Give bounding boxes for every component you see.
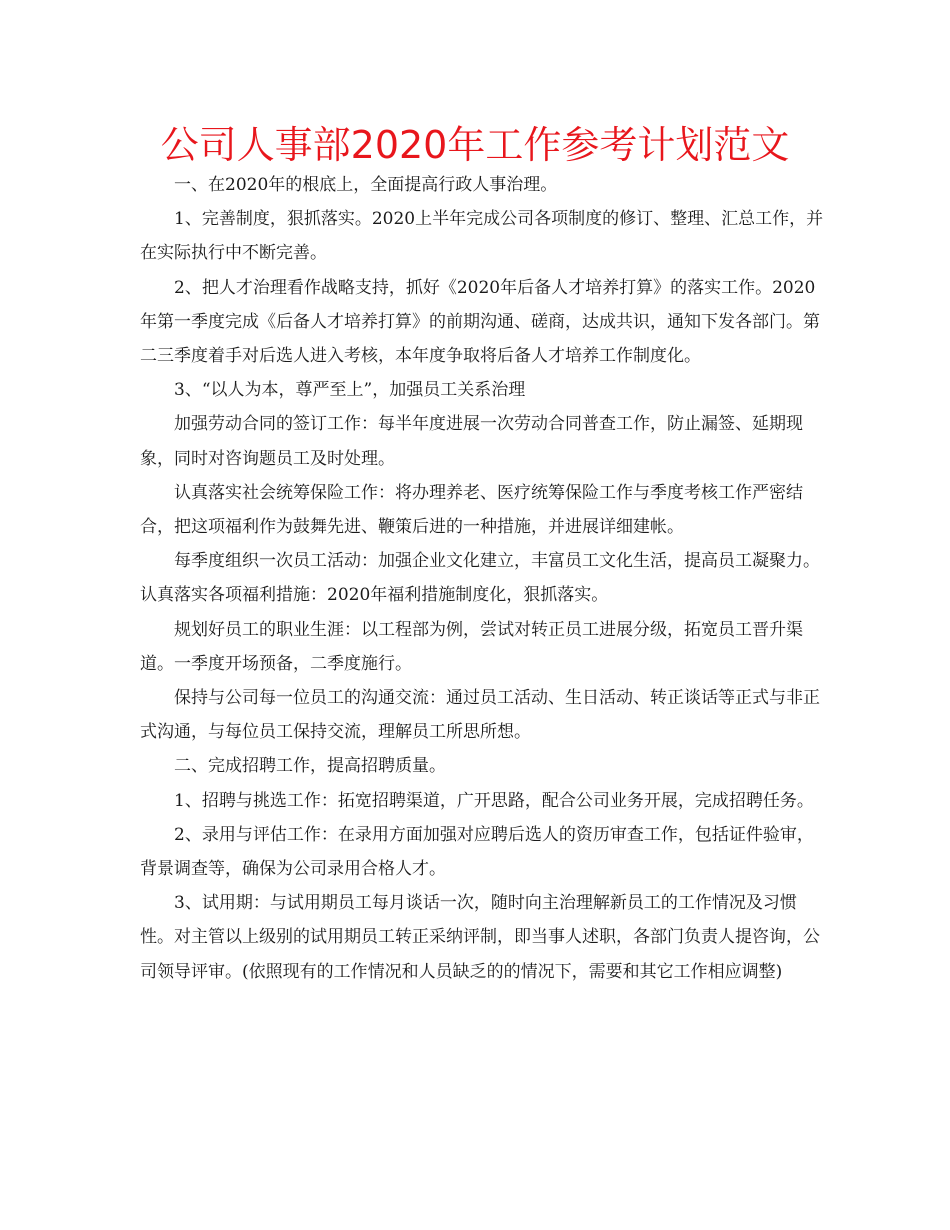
document-title: 公司人事部2020年工作参考计划范文 — [160, 123, 790, 167]
section-heading-2: 二、完成招聘工作，提高招聘质量。 — [174, 756, 446, 777]
paragraph: 规划好员工的职业生涯：以工程部为例，尝试对转正员工进展分级，拓宽员工晋升渠道。一季度开场预备，二季度施行。 — [140, 619, 803, 674]
paragraph: 保持与公司每一位员工的沟通交流：通过员工活动、生日活动、转正谈话等正式与非正式沟通，与每位员工保持交流，理解员工所思所想。 — [140, 688, 820, 743]
paragraph: 2、录用与评估工作：在录用方面加强对应聘后选人的资历审查工作，包括证件验审，背景调查等，确保为公司录用合格人才。 — [140, 824, 814, 880]
paragraph: 2、把人才治理看作战略支持，抓好《2020年后备人才培养打算》的落实工作。2020年第一季度完成《后备人才培养打算》的前期沟通、磋商，达成共识，通知下发各部门。第二三季度着手对后选人进入考核，本年度争取将后备人才培养工作制度化。 — [140, 277, 820, 367]
paragraph: 3、试用期：与试用期员工每月谈话一次，随时向主治理解新员工的工作情况及习惯性。对主管以上级别的试用期员工转正采纳评制，即当事人述职，各部门负责人提咨询，公司领导评审。(依照现有的工作情况和人员缺乏的的情况下，需要和其它工作相应调整) — [140, 893, 820, 982]
paragraph: 认真落实社会统筹保险工作：将办理养老、医疗统筹保险工作与季度考核工作严密结合，把这项福利作为鼓舞先进、鞭策后进的一种措施，并进展详细建帐。 — [140, 482, 803, 538]
paragraph: 加强劳动合同的签订工作：每半年度进展一次劳动合同普查工作，防止漏签、延期现象，同时对咨询题员工及时处理。 — [140, 414, 803, 469]
paragraph: 1、完善制度，狠抓落实。2020上半年完成公司各项制度的修订、整理、汇总工作，并在实际执行中不断完善。 — [140, 209, 824, 264]
document-body — [140, 168, 830, 989]
paragraph: 3、“以人为本，尊严至上”，加强员工关系治理 — [174, 380, 526, 401]
section-heading-1: 一、在2020年的根底上，全面提高行政人事治理。 — [174, 175, 558, 195]
paragraph: 每季度组织一次员工活动：加强企业文化建立，丰富员工文化生活，提高员工凝聚力。认真落实各项福利措施：2020年福利措施制度化，狠抓落实。 — [140, 551, 820, 606]
paragraph: 1、招聘与挑选工作：拓宽招聘渠道，广开思路，配合公司业务开展，完成招聘任务。 — [174, 790, 814, 811]
